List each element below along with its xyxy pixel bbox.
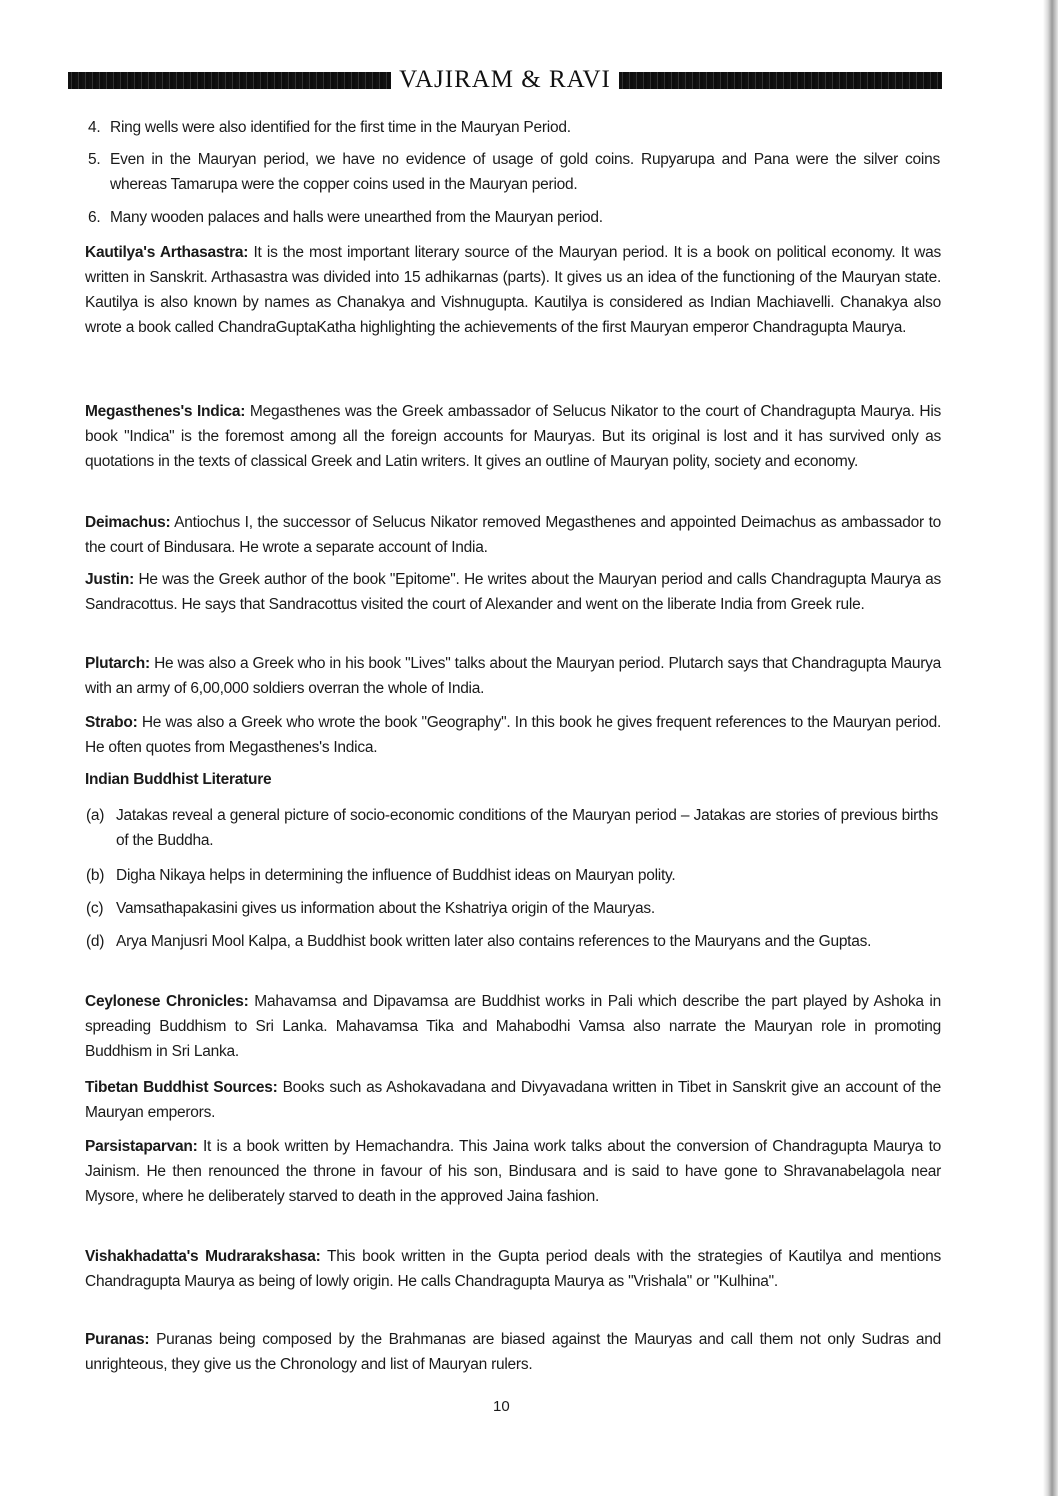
term: Tibetan Buddhist Sources: — [85, 1079, 278, 1096]
item-text: Arya Manjusri Mool Kalpa, a Buddhist book written later also contains references to the Mauryans and the Guptas. — [116, 933, 872, 950]
term: Ceylonese Chronicles: — [85, 993, 249, 1010]
term: Plutarch: — [85, 655, 150, 672]
paragraph-mudrarakshasa — [85, 1244, 941, 1294]
page-header — [68, 68, 942, 92]
item-number: (b) — [86, 867, 105, 884]
body: Books such as Ashokavadana and Divyavadana written in Tibet in Sanskrit give an account of the Mauryan emperors. — [85, 1079, 941, 1121]
paragraph-justin — [85, 567, 941, 617]
item-text: Vamsathapakasini gives us information about the Kshatriya origin of the Mauryas. — [116, 900, 655, 917]
paragraph-arthasastra — [85, 240, 941, 340]
item-text: Many wooden palaces and halls were unearthed from the Mauryan period. — [110, 209, 603, 226]
body: Antiochus I, the successor of Selucus Nikator removed Megasthenes and appointed Deimachus as ambassador to the court of Bindusara. He wrote a separate account of India. — [85, 514, 941, 556]
paragraph-strabo — [85, 710, 941, 760]
list-item — [86, 803, 938, 853]
paragraph-parsistaparvan — [85, 1134, 941, 1209]
item-number: (d) — [86, 933, 105, 950]
body: He was also a Greek who wrote the book "Geography". In this book he gives frequent references to the Mauryan period. He often quotes from Megasthenes's Indica. — [85, 714, 941, 756]
body: Megasthenes was the Greek ambassador of Selucus Nikator to the court of Chandragupta Maurya. His book "Indica" is the foremost among all the foreign accounts for Mauryas. But its original is lost and it has survived only as quotations in the texts of classical Greek and Latin writers. It gives an outline of Mauryan polity, society and economy. — [85, 403, 942, 470]
heading-text: Indian Buddhist Literature — [85, 771, 272, 788]
list-item — [86, 863, 938, 888]
term: Kautilya's Arthasastra: — [85, 244, 249, 261]
term: Vishakhadatta's Mudrarakshasa: — [85, 1248, 321, 1265]
body: This book written in the Gupta period deals with the strategies of Kautilya and mentions Chandragupta Maurya as being of lowly origin. He calls Chandragupta Maurya as "Vrishala" or "Kulhina". — [85, 1248, 941, 1290]
section-heading — [85, 767, 941, 792]
body: Puranas being composed by the Brahmanas are biased against the Mauryas and call them not only Sudras and unrighteous, they give us the Chronology and list of Mauryan rulers. — [85, 1331, 941, 1373]
paragraph-deimachus — [85, 510, 941, 560]
header-title: VAJIRAM & RAVI — [399, 66, 611, 93]
item-text: Ring wells were also identified for the first time in the Mauryan Period. — [110, 119, 571, 136]
item-number: (a) — [86, 807, 105, 824]
item-number: 4. — [88, 119, 101, 136]
header-bar-left — [68, 72, 391, 89]
body: He was the Greek author of the book "Epitome". He writes about the Mauryan period and calls Chandragupta Maurya as Sandracottus. He says that Sandracottus visited the court of Alexander and went on the liberate India from Greek rule. — [85, 571, 941, 613]
term: Deimachus: — [85, 514, 171, 531]
paragraph-plutarch — [85, 651, 941, 701]
term: Strabo: — [85, 714, 138, 731]
term: Justin: — [85, 571, 135, 588]
header-bar-right — [619, 72, 942, 89]
paragraph-puranas — [85, 1327, 941, 1377]
item-text: Digha Nikaya helps in determining the influence of Buddhist ideas on Mauryan polity. — [116, 867, 676, 884]
paragraph-tibetan — [85, 1075, 941, 1125]
term: Puranas: — [85, 1331, 150, 1348]
item-number: 6. — [88, 209, 101, 226]
term: Megasthenes's Indica: — [85, 403, 246, 420]
paragraph-indica — [85, 399, 941, 474]
item-number: (c) — [86, 900, 104, 917]
list-item — [86, 929, 938, 954]
list-item — [88, 147, 940, 197]
body: Mahavamsa and Dipavamsa are Buddhist works in Pali which describe the part played by Ashoka in spreading Buddhism to Sri Lanka. Mahavamsa Tika and Mahabodhi Vamsa also narrate the Mauryan role in promoting Buddhism in Sri Lanka. — [85, 993, 941, 1060]
list-item — [86, 896, 938, 921]
item-text: Even in the Mauryan period, we have no evidence of usage of gold coins. Rupyarupa and Pana were the silver coins whereas Tamarupa were the copper coins used in the Mauryan period. — [110, 151, 940, 193]
list-item — [88, 115, 940, 140]
page-number: 10 — [493, 1398, 510, 1415]
paragraph-ceylonese — [85, 989, 941, 1064]
body: It is the most important literary source of the Mauryan period. It is a book on political economy. It was written in Sanskrit. Arthasastra was divided into 15 adhikarnas (parts). It gives us an idea of the functioning of the Mauryan state. Kautilya is also known by names as Chanakya and Vishnugupta. Kautilya is considered as Indian Machiavelli. Chanakya also wrote a book called ChandraGuptaKatha highlighting the achievements of the first Mauryan emperor Chandragupta Maurya. — [85, 244, 941, 336]
list-item — [88, 205, 940, 230]
term: Parsistaparvan: — [85, 1138, 198, 1155]
body: It is a book written by Hemachandra. This Jaina work talks about the conversion of Chandragupta Maurya to Jainism. He then renounced the throne in favour of his son, Bindusara and is said to have gone to Shravanabelagola near Mysore, where he deliberately starved to death in the approved Jaina fashion. — [85, 1138, 941, 1205]
scan-edge — [988, 0, 1058, 1496]
body: He was also a Greek who in his book "Lives" talks about the Mauryan period. Plutarch says that Chandragupta Maurya with an army of 6,00,000 soldiers overran the whole of India. — [85, 655, 941, 697]
item-text: Jatakas reveal a general picture of socio-economic conditions of the Mauryan period – Jatakas are stories of previous births of the Buddha. — [116, 807, 938, 849]
item-number: 5. — [88, 151, 101, 168]
